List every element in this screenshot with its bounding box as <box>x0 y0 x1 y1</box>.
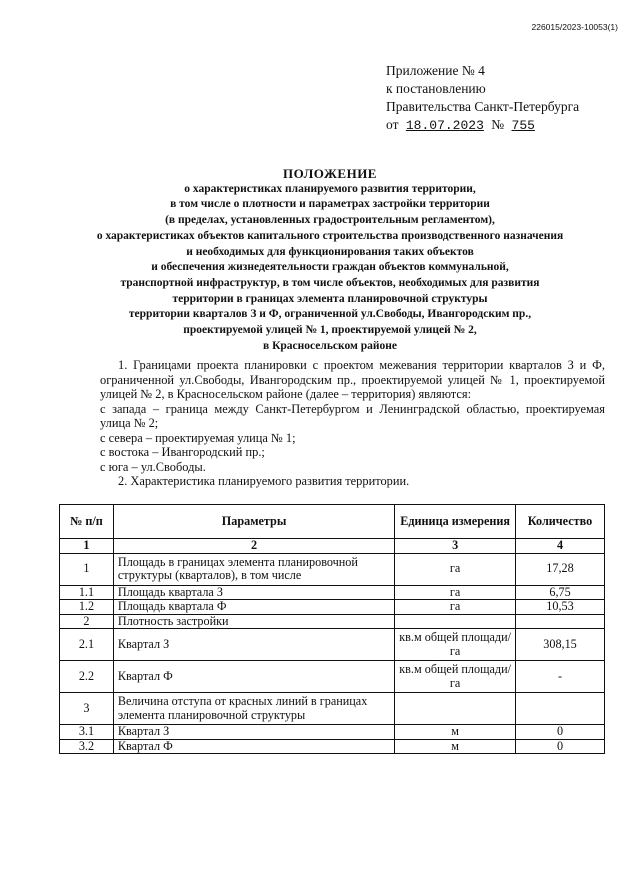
title-line: о характеристиках объектов капитального строительства производственного назначения <box>96 229 564 242</box>
title-line: в том числе о плотности и параметрах застройки территории <box>170 198 490 211</box>
title-line: (в пределах, установленных градостроительным регламентом), <box>165 214 495 227</box>
row-parameter: Квартал Ф <box>113 739 394 754</box>
row-quantity: 6,75 <box>516 585 605 600</box>
characteristics-table <box>59 504 605 754</box>
index-cell: 2 <box>113 539 394 554</box>
row-quantity: - <box>516 661 605 693</box>
row-number: 1.2 <box>60 600 114 615</box>
index-cell: 4 <box>516 539 605 554</box>
row-parameter: Квартал З <box>113 725 394 740</box>
header-unit: Единица измерения <box>395 505 516 539</box>
row-unit: га <box>395 553 516 585</box>
header-number: № п/п <box>60 505 114 539</box>
row-quantity: 0 <box>516 725 605 740</box>
document-body <box>100 358 605 489</box>
row-number: 3.2 <box>60 739 114 754</box>
title-line: территории кварталов З и Ф, ограниченной ул.Свободы, Ивангородским пр., <box>128 308 532 321</box>
row-number: 2.2 <box>60 661 114 693</box>
row-number: 3 <box>60 693 114 725</box>
title-line: территории в границах элемента планировочной структуры <box>172 292 488 305</box>
header-quantity: Количество <box>516 505 605 539</box>
appendix-line-1: Приложение № 4 <box>386 63 485 78</box>
index-cell: 1 <box>60 539 114 554</box>
row-unit: кв.м общей площади/га <box>395 629 516 661</box>
paragraph-east: с востока – Ивангородский пр.; <box>100 445 265 459</box>
row-quantity: 0 <box>516 739 605 754</box>
row-number: 1.1 <box>60 585 114 600</box>
row-quantity <box>516 693 605 725</box>
paragraph-characteristics: 2. Характеристика планируемого развития территории. <box>118 474 410 488</box>
row-parameter: Величина отступа от красных линий в границах элемента планировочной структуры <box>113 693 394 725</box>
number-label: № <box>491 117 505 132</box>
row-unit: м <box>395 739 516 754</box>
row-quantity: 17,28 <box>516 553 605 585</box>
table-row <box>60 614 605 629</box>
row-unit <box>395 693 516 725</box>
row-parameter: Плотность застройки <box>113 614 394 629</box>
row-number: 3.1 <box>60 725 114 740</box>
title-line: и обеспечения жизнедеятельности граждан объектов коммунальной, <box>151 261 509 274</box>
index-cell: 3 <box>395 539 516 554</box>
row-unit: м <box>395 725 516 740</box>
table-row <box>60 725 605 740</box>
header-parameters: Параметры <box>113 505 394 539</box>
title-line: и необходимых для функционирования таких объектов <box>186 245 474 258</box>
row-parameter: Площадь квартала З <box>113 585 394 600</box>
paragraph-north: с севера – проектируемая улица № 1; <box>100 430 296 445</box>
title-line: о характеристиках планируемого развития территории, <box>184 182 476 195</box>
row-number: 2.1 <box>60 629 114 661</box>
row-parameter: Площадь в границах элемента планировочной структуры (кварталов), в том числе <box>113 553 394 585</box>
table-row <box>60 661 605 693</box>
title-line: в Красносельском районе <box>262 339 397 352</box>
title-line: транспортной инфраструктур, в том числе объектов, необходимых для развития <box>120 276 540 289</box>
paragraph-south: с юга – ул.Свободы. <box>100 459 206 474</box>
row-unit: га <box>395 600 516 615</box>
row-unit: га <box>395 585 516 600</box>
row-parameter: Квартал З <box>113 629 394 661</box>
paragraph-boundaries: 1. Границами проекта планировки с проектом межевания территории кварталов З и Ф, ограниченной ул.Свободы, Ивангородским пр., проектируемой улицей № 1, проектируемой улицей № 2, в Красносельском районе (далее – территория) являются: <box>100 358 605 401</box>
table-index-row <box>60 539 605 554</box>
table-row <box>60 739 605 754</box>
table-row <box>60 629 605 661</box>
table-row <box>60 553 605 585</box>
row-quantity: 10,53 <box>516 600 605 615</box>
decree-date: 18.07.2023 <box>405 118 484 133</box>
row-parameter: Площадь квартала Ф <box>113 600 394 615</box>
row-quantity: 308,15 <box>516 629 605 661</box>
paragraph-west: с запада – граница между Санкт-Петербургом и Ленинградской областью, проектируемая улица № 2; <box>100 401 605 430</box>
table-row <box>60 600 605 615</box>
row-parameter: Квартал Ф <box>113 661 394 693</box>
row-quantity <box>516 614 605 629</box>
title-main: ПОЛОЖЕНИЕ <box>283 166 377 181</box>
table-row <box>60 693 605 725</box>
decree-number: 755 <box>511 118 535 133</box>
row-unit <box>395 614 516 629</box>
row-unit: кв.м общей площади/га <box>395 661 516 693</box>
title-line: проектируемой улицей № 1, проектируемой улицей № 2, <box>183 324 477 337</box>
appendix-block <box>386 62 579 135</box>
appendix-line-2: к постановлению <box>386 81 486 96</box>
row-number: 1 <box>60 553 114 585</box>
appendix-line-3: Правительства Санкт-Петербурга <box>386 99 580 114</box>
appendix-date-line <box>386 116 579 135</box>
table-row <box>60 585 605 600</box>
from-label: от <box>386 117 399 132</box>
row-number: 2 <box>60 614 114 629</box>
document-title <box>30 166 630 354</box>
document-number: 226015/2023-10053(1) <box>531 22 618 32</box>
table-header-row <box>60 505 605 539</box>
